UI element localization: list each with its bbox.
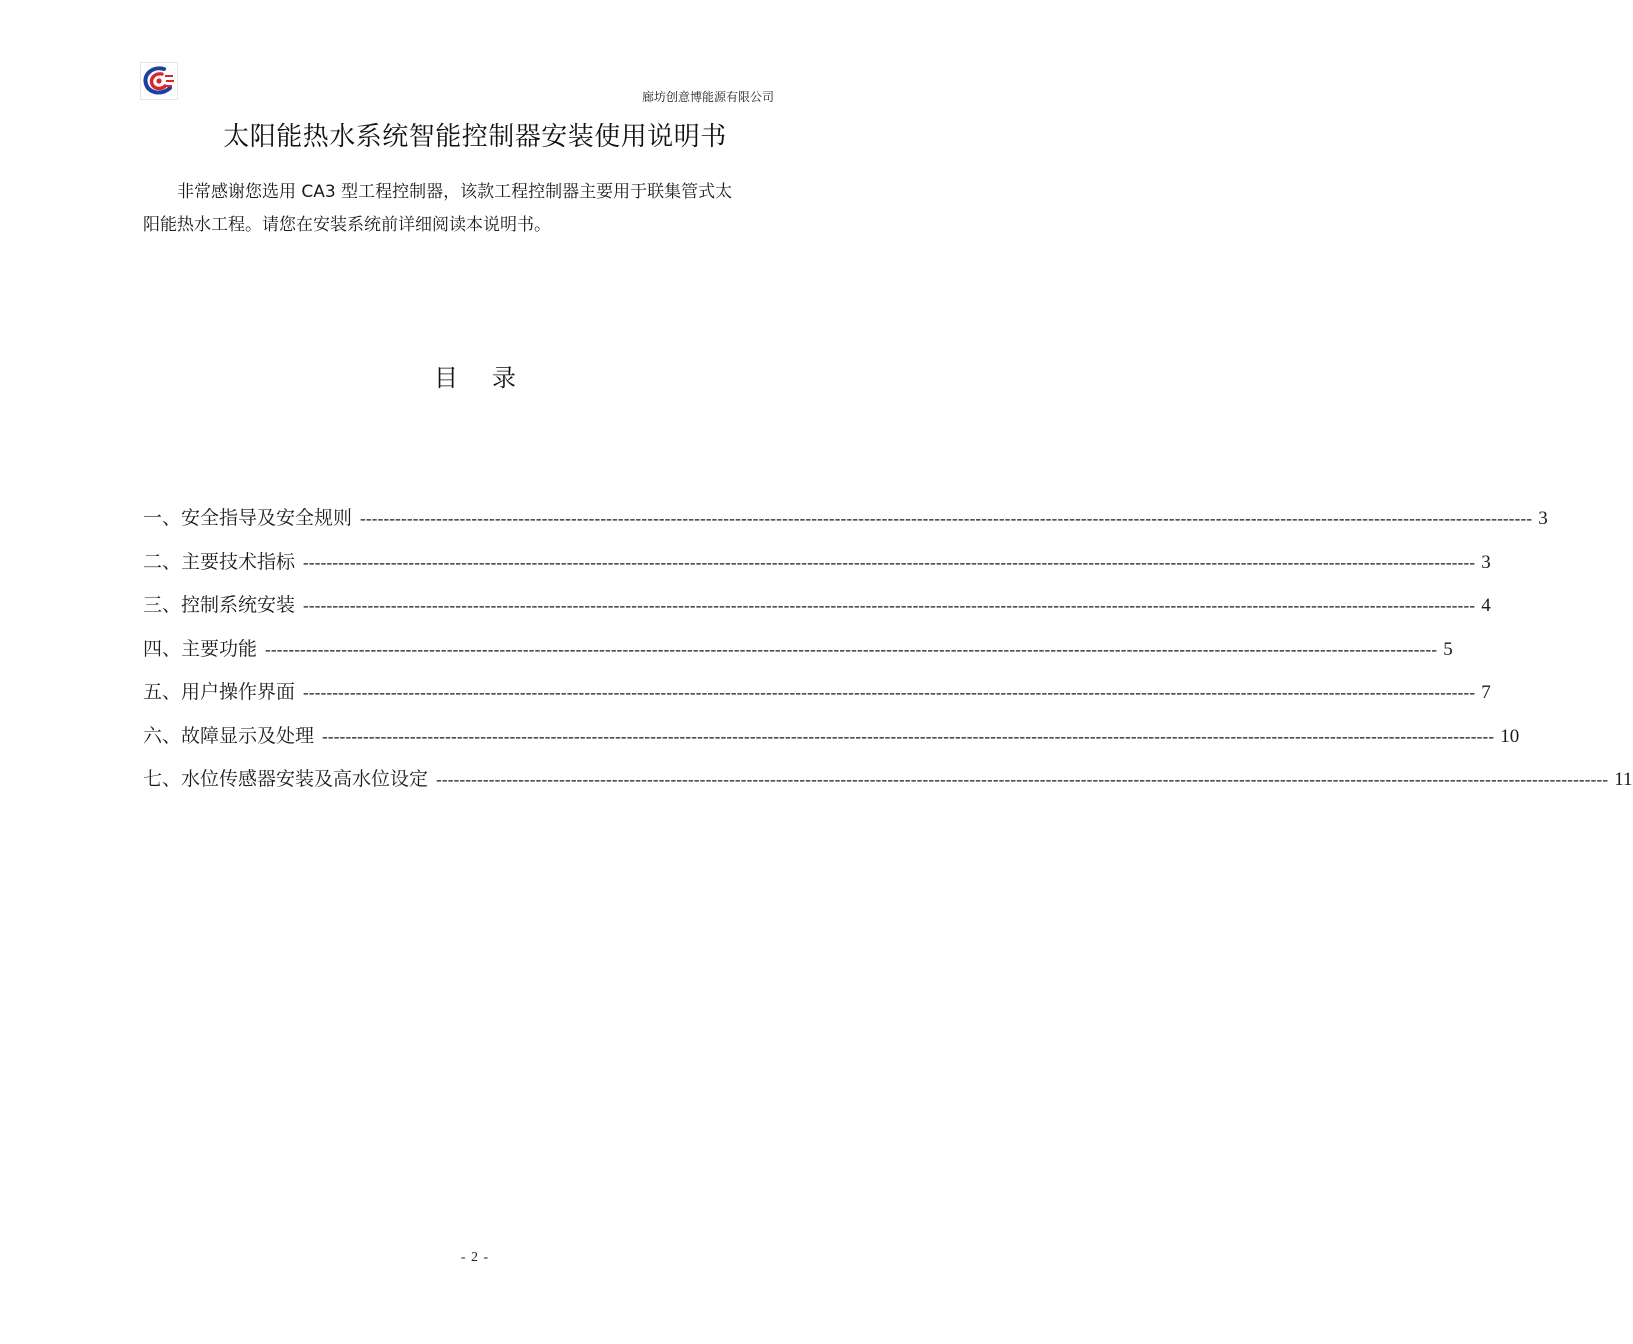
- toc-entry-page: 11: [1614, 769, 1633, 790]
- toc-entry-label: 二、主要技术指标: [143, 550, 296, 573]
- table-of-contents: [143, 503, 1633, 808]
- toc-leader-dashes: --------------------------------------------------------------------------------------------------------------------------------------------------------------------------------------------------------: [303, 552, 1476, 572]
- intro-text-before-model: 非常感谢您选用: [177, 182, 302, 202]
- toc-entry[interactable]: [143, 677, 1491, 721]
- toc-entry-label: 五、用户操作界面: [143, 681, 296, 703]
- toc-entry-page: 3: [1538, 508, 1548, 529]
- toc-leader-dashes: --------------------------------------------------------------------------------------------------------------------------------------------------------------------------------------------------------: [322, 726, 1495, 746]
- toc-entry-page: 5: [1443, 638, 1453, 660]
- page-number: - 2 -: [460, 1250, 490, 1265]
- document-title: 太阳能热水系统智能控制器安装使用说明书: [223, 122, 727, 152]
- toc-entry-page: 3: [1481, 551, 1491, 573]
- toc-entry-page: 4: [1481, 595, 1491, 616]
- toc-entry-label: 三、控制系统安装: [143, 594, 296, 616]
- intro-paragraph: [143, 176, 807, 242]
- toc-entry[interactable]: [143, 634, 1453, 678]
- toc-entry-label: 一、安全指导及安全规则: [143, 507, 353, 529]
- toc-entry[interactable]: [143, 547, 1491, 591]
- toc-leader-dashes: --------------------------------------------------------------------------------------------------------------------------------------------------------------------------------------------------------: [265, 639, 1438, 659]
- company-name: 廊坊创意博能源有限公司: [641, 90, 774, 104]
- intro-text-after-model: 型工程控制器，该款工程控制器主要用于联集管式太: [335, 182, 733, 202]
- model-name: CA3: [301, 182, 336, 202]
- toc-entry-page: 7: [1481, 682, 1491, 703]
- toc-leader-dashes: --------------------------------------------------------------------------------------------------------------------------------------------------------------------------------------------------------: [360, 509, 1533, 528]
- toc-entry[interactable]: [143, 590, 1491, 634]
- header-divider: [143, 106, 807, 107]
- toc-entry[interactable]: [143, 721, 1520, 765]
- toc-heading: 目录: [434, 364, 550, 392]
- intro-line-1: [143, 176, 807, 209]
- toc-entry[interactable]: [143, 503, 1548, 547]
- toc-leader-dashes: --------------------------------------------------------------------------------------------------------------------------------------------------------------------------------------------------------: [303, 596, 1476, 615]
- toc-entry[interactable]: [143, 764, 1633, 808]
- company-logo-icon: [140, 62, 178, 100]
- toc-entry-label: 七、水位传感器安装及高水位设定: [143, 768, 429, 790]
- intro-line-2: 阳能热水工程。请您在安装系统前详细阅读本说明书。: [143, 215, 551, 235]
- toc-entry-page: 10: [1500, 725, 1520, 747]
- toc-entry-label: 六、故障显示及处理: [143, 724, 315, 747]
- toc-leader-dashes: --------------------------------------------------------------------------------------------------------------------------------------------------------------------------------------------------------: [436, 770, 1609, 789]
- toc-leader-dashes: --------------------------------------------------------------------------------------------------------------------------------------------------------------------------------------------------------: [303, 683, 1476, 702]
- toc-entry-label: 四、主要功能: [143, 637, 258, 660]
